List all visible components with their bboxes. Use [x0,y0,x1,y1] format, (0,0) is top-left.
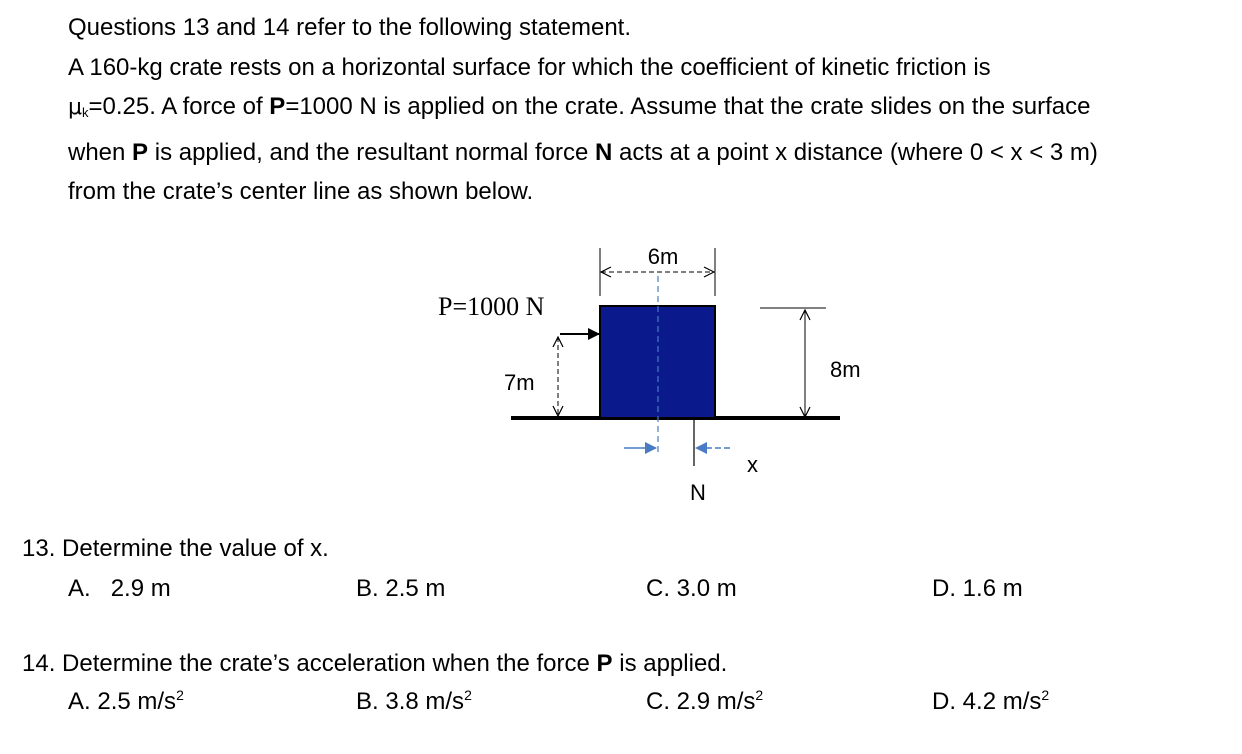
q14-option-a[interactable]: A. 2.5 $m/s^2$ [68,687,184,715]
q13-option-c[interactable]: C. 3.0 m [646,575,737,602]
mu-subscript: k [82,105,89,120]
question-13-stem: 13. Determine the value of x. [22,535,329,562]
q14-option-d[interactable]: D. 4.2 $m/s^2$ [932,687,1050,715]
intro-heading: Questions 13 and 14 refer to the following statement. [68,14,632,41]
q14-option-b[interactable]: B. 3.8 $m/s^2$ [356,687,472,715]
intro-line-1: A 160-kg crate rests on a horizontal surface for which the coefficient of kinetic friction is [68,53,991,81]
force-height-label: 7m [504,370,535,395]
force-label: P=1000 N [438,292,545,321]
q13-option-a[interactable]: A. 2.9 m [68,575,171,602]
intro-line-4: from the crate’s center line as shown below. [68,178,534,205]
q13-option-b[interactable]: B. 2.5 m [356,575,446,602]
q14-option-c[interactable]: C. 2.9 $m/s^2$ [646,687,764,715]
q13-option-d[interactable]: D. 1.6 m [932,575,1023,602]
mu-symbol: μ [68,95,82,120]
width-label: 6m [647,244,679,269]
question-14-stem: 14. Determine the crate’s acceleration when the force P is applied. [22,650,728,677]
force-p-bold: P [269,93,286,120]
offset-label: x [747,452,758,477]
intro-line-3: when P is applied, and the resultant normal force N acts at a point x distance (where 0 < x < 3 m) [68,138,1098,166]
intro-line-2: $\mu_k=0.25$. A force of P=1000 N is applied on the crate. Assume that the crate slides on the surface [68,93,1091,120]
height-label: 8m [830,357,861,382]
normal-label: N [690,480,706,505]
